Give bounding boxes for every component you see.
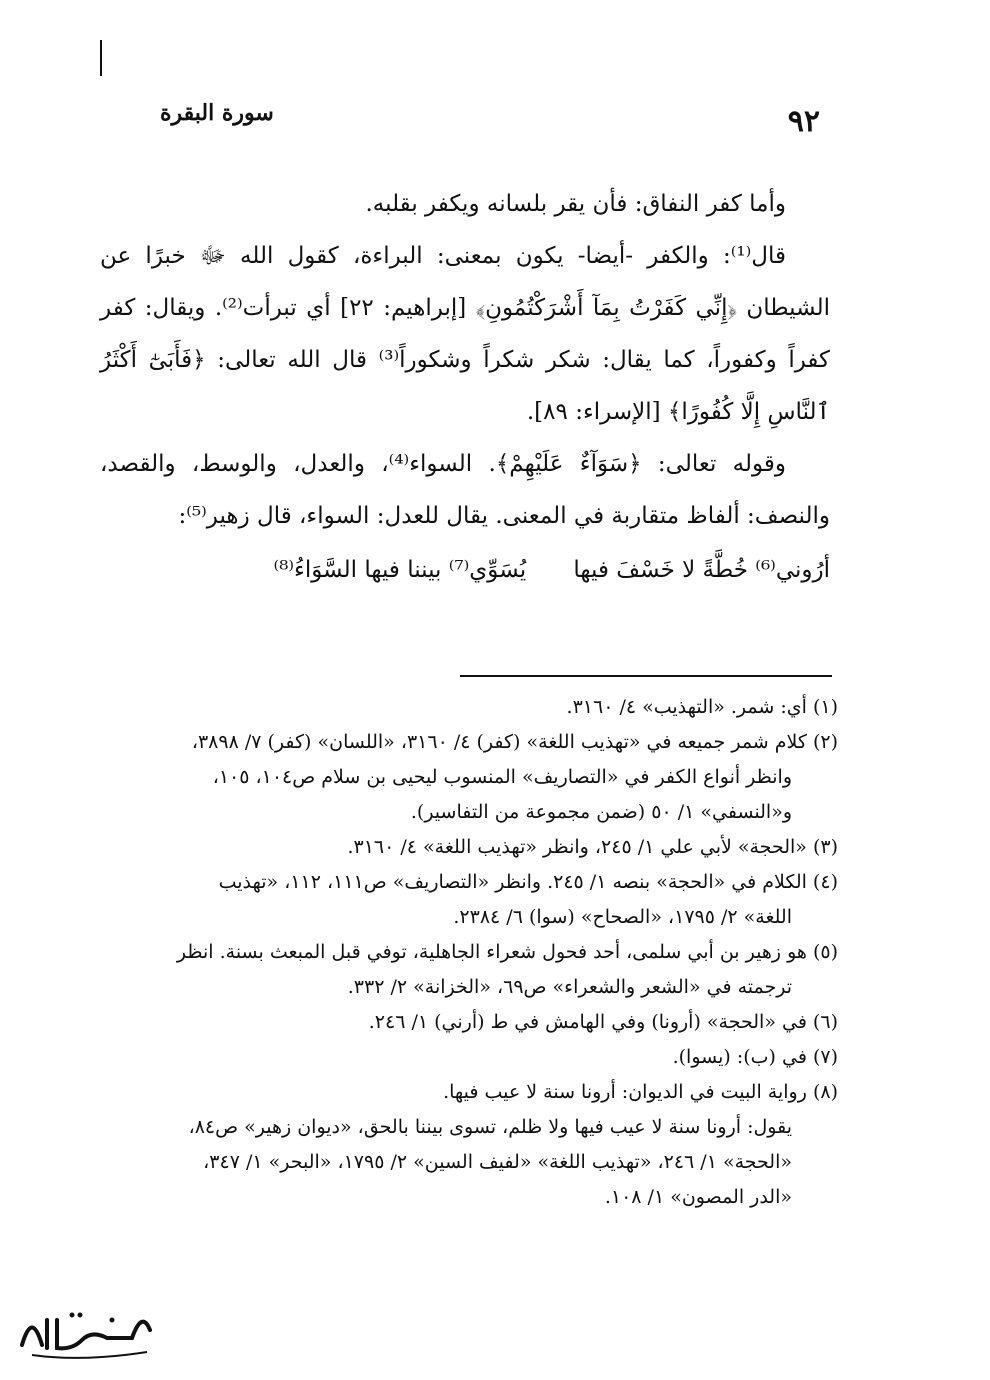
paragraph-2: قال⁽¹⁾: والكفر -أيضا- يكون بمعنى: البراءة، كقول الله ﷻ خبرًا عن الشيطان ﴿إِنِّي كَفَرْتُ بِمَآ أَشْرَكْتُمُونِ﴾ [إبراهيم: ٢٢] أي تبرأت⁽²⁾. ويقال: كفر كفراً وكفوراً، كما يقال: شكر شكراً وشكوراً⁽³⁾ قال الله تعالى: ﴿فَأَبَىٰٓ أَكْثَرُ ٱلنَّاسِ إِلَّا كُفُورًا﴾ [الإسراء: ٨٩]. xyxy=(100,243,831,425)
footnote-7: (٧) في (ب): (يسوا). xyxy=(672,1046,838,1068)
footnote-1: (١) أي: شمر. «التهذيب» ٤/ ٣١٦٠. xyxy=(566,696,838,718)
footnote-2-cont: و«النسفي» ١/ ٥٠ (ضمن مجموعة من التفاسير). xyxy=(410,801,792,823)
page-margin-mark xyxy=(100,40,102,76)
running-title: سورة البقرة xyxy=(160,100,274,126)
main-text xyxy=(100,178,830,596)
footnote-4: (٤) الكلام في «الحجة» بنصه ١/ ٢٤٥. وانظر «التصاريف» ص١١١، ١١٢، «تهذيب xyxy=(218,871,838,893)
page-number: ٩٢ xyxy=(787,104,820,139)
footnote-8-cont: «الحجة» ١/ ٢٤٦، «تهذيب اللغة» «لفيف السين» ٢/ ١٧٩٥، «البحر» ١/ ٣٤٧، xyxy=(203,1151,792,1173)
paragraph-3: وقوله تعالى: ﴿سَوَآءٌ عَلَيْهِمْ﴾. السواء⁽⁴⁾، والعدل، والوسط، والقصد، والنصف: ألفاظ متقاربة في المعنى. يقال للعدل: السواء، قال زهير⁽⁵⁾: xyxy=(100,451,830,529)
footnote-2: (٢) كلام شمر جميعه في «تهذيب اللغة» (كفر) ٤/ ٣١٦٠، «اللسان» (كفر) ٧/ ٣٨٩٨، xyxy=(191,731,838,753)
footnote-3: (٣) «الحجة» لأبي علي ١/ ٢٤٥، وانظر «تهذيب اللغة» ٤/ ٣١٦٠. xyxy=(347,836,838,858)
poetry-verse xyxy=(100,544,830,596)
footnote-8: (٨) رواية البيت في الديوان: أرونا سنة لا عيب فيها. xyxy=(443,1081,838,1103)
footnote-2-cont: وانظر أنواع الكفر في «التصاريف» المنسوب ليحيى بن سلام ص١٠٤، ١٠٥، xyxy=(212,766,792,788)
footnote-8-cont: يقول: أرونا سنة لا عيب فيها ولا ظلم، تسوى بيننا بالحق، «ديوان زهير» ص٨٤، xyxy=(188,1116,792,1138)
footnotes xyxy=(100,690,838,1215)
paragraph-1: وأما كفر النفاق: فأن يقر بلسانه ويكفر بقلبه. xyxy=(365,191,786,217)
footnote-5: (٥) هو زهير بن أبي سلمى، أحد فحول شعراء الجاهلية، توفي قبل المبعث بسنة. انظر xyxy=(176,941,838,963)
calligraphy-logo xyxy=(12,1290,162,1370)
footnote-8-cont: «الدر المصون» ١/ ١٠٨. xyxy=(604,1186,792,1208)
footnote-separator xyxy=(460,675,832,677)
page-header xyxy=(120,100,820,140)
verse-second-hemistich: يُسَوِّي⁽⁷⁾ بيننا فيها السَّوَاءُ⁽⁸⁾ xyxy=(273,557,527,583)
footnote-4-cont: اللغة» ٢/ ١٧٩٥، «الصحاح» (سوا) ٦/ ٢٣٨٤. xyxy=(453,906,792,928)
footnote-6: (٦) في «الحجة» (أرونا) وفي الهامش في ط (أرني) ١/ ٢٤٦. xyxy=(368,1011,838,1033)
footnote-5-cont: ترجمته في «الشعر والشعراء» ص٦٩، «الخزانة» ٢/ ٣٣٢. xyxy=(347,976,792,998)
verse-first-hemistich: أرُوني⁽⁶⁾ خُطَّةً لا خَسْفَ فيها xyxy=(573,557,830,583)
